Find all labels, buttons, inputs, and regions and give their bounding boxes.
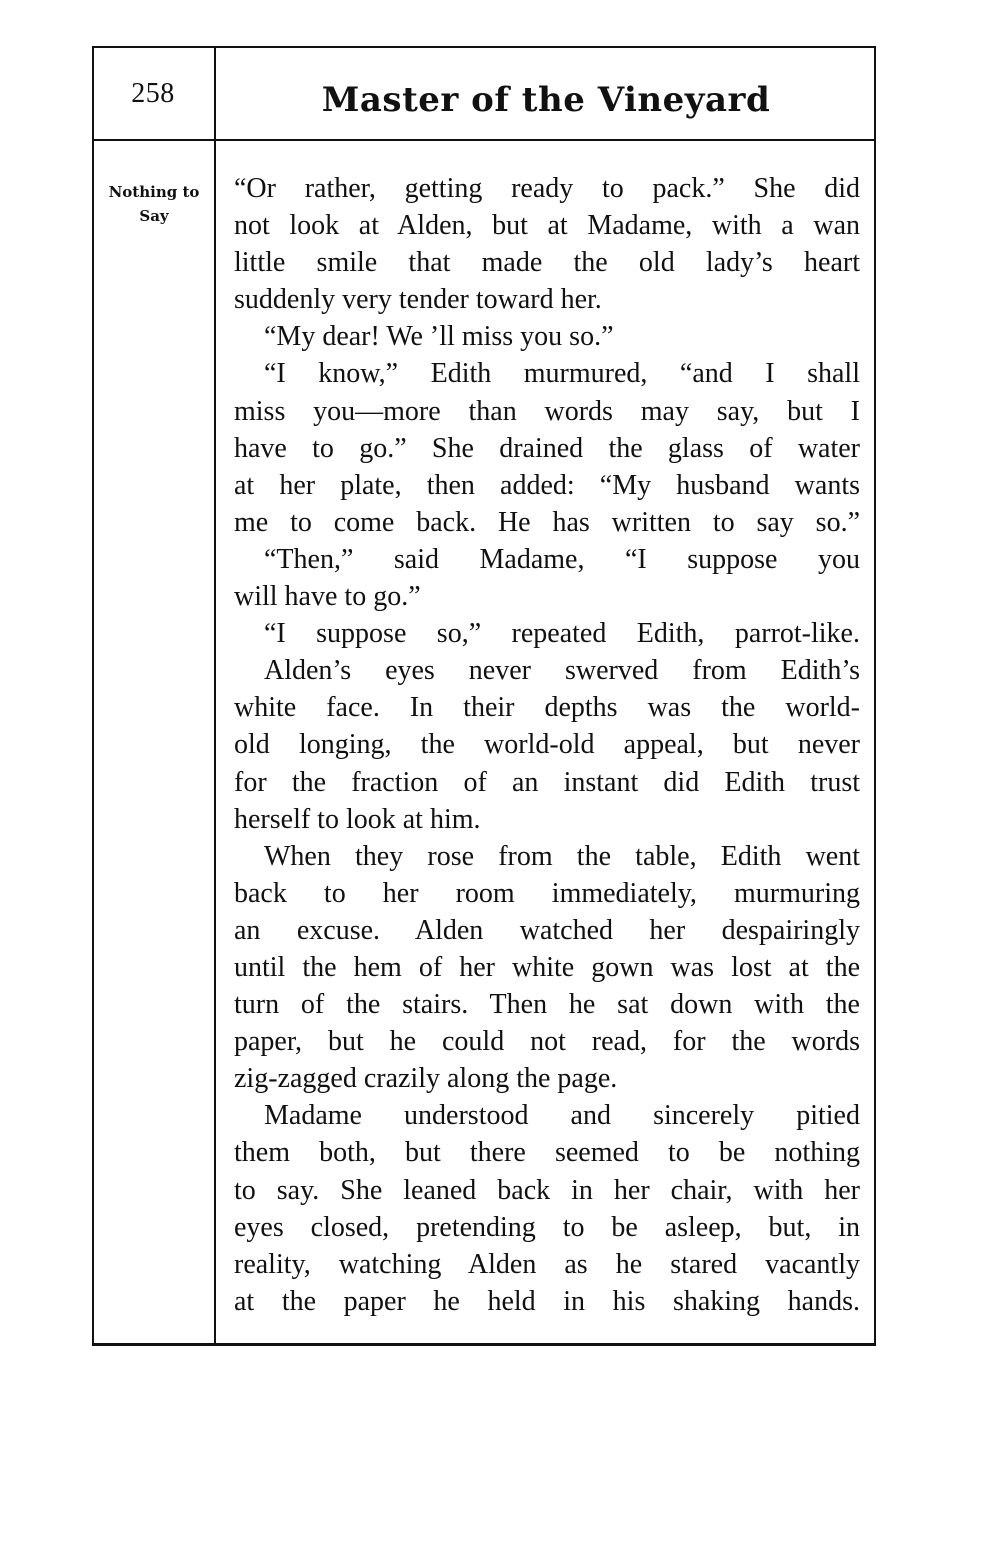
page-number: 258 <box>131 78 175 109</box>
body-text <box>234 170 860 1320</box>
text-line: old longing, the world-old appeal, but never <box>234 729 860 761</box>
text-line: to say. She leaned back in her chair, with her <box>234 1174 860 1206</box>
text-line: “Then,” said Madame, “I suppose you <box>264 543 860 575</box>
text-line: at the paper he held in his shaking hands. <box>234 1285 860 1317</box>
text-line: will have to go.” <box>234 581 421 613</box>
text-line: an excuse. Alden watched her despairingly <box>234 914 860 946</box>
text-line: for the fraction of an instant did Edith trust <box>234 766 860 798</box>
text-line: turn of the stairs. Then he sat down with the <box>234 989 860 1021</box>
sidenote-line-2: Say <box>139 207 169 225</box>
text-line: “Or rather, getting ready to pack.” She did <box>234 173 860 204</box>
text-line: white face. In their depths was the world- <box>234 692 860 724</box>
text-line: suddenly very tender toward her. <box>234 284 602 316</box>
text-line: “My dear! We ’ll miss you so.” <box>264 321 614 353</box>
text-line: miss you—more than words may say, but I <box>234 395 860 427</box>
text-line: until the hem of her white gown was lost at the <box>234 951 860 983</box>
text-line: me to come back. He has written to say so.” <box>234 506 860 538</box>
text-line: paper, but he could not read, for the words <box>234 1026 860 1058</box>
text-line: not look at Alden, but at Madame, with a wan <box>234 210 860 242</box>
text-line: at her plate, then added: “My husband wants <box>234 469 860 501</box>
text-line: Alden’s eyes never swerved from Edith’s <box>264 655 860 687</box>
text-line: them both, but there seemed to be nothing <box>234 1137 860 1169</box>
text-line: reality, watching Alden as he stared vacantly <box>234 1248 860 1280</box>
text-line: zig-zagged crazily along the page. <box>234 1063 618 1095</box>
text-line: back to her room immediately, murmuring <box>234 877 860 909</box>
margin-sidenote <box>96 180 212 228</box>
header-divider <box>92 139 876 141</box>
text-line: “I know,” Edith murmured, “and I shall <box>264 358 860 390</box>
text-line: herself to look at him. <box>234 803 481 835</box>
text-line: “I suppose so,” repeated Edith, parrot-like. <box>264 618 860 650</box>
text-line: little smile that made the old lady’s heart <box>234 247 860 279</box>
running-head: Master of the Vineyard <box>321 80 771 120</box>
margin-divider <box>214 46 216 1344</box>
sidenote-line-1: Nothing to <box>108 183 200 201</box>
text-line: have to go.” She drained the glass of water <box>234 432 860 464</box>
text-line: When they rose from the table, Edith went <box>264 840 860 872</box>
text-line: eyes closed, pretending to be asleep, but, in <box>234 1211 860 1243</box>
text-line: Madame understood and sincerely pitied <box>264 1100 860 1132</box>
